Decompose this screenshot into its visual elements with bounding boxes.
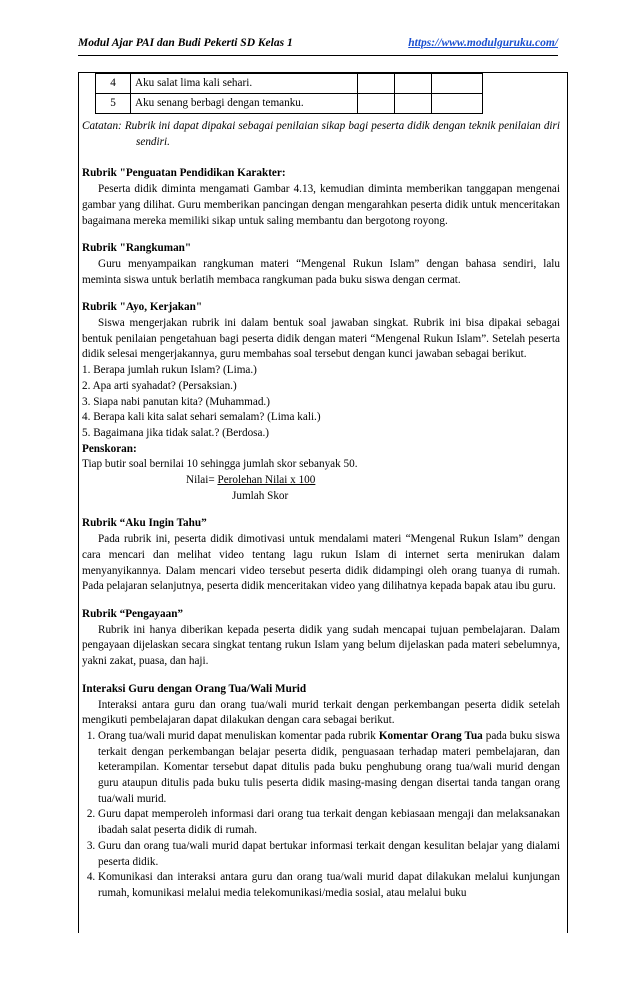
document-body xyxy=(82,73,560,902)
row-number: 4 xyxy=(96,74,131,94)
formula-numerator: Perolehan Nilai x 100 xyxy=(217,474,316,487)
formula-denominator: Jumlah Skor xyxy=(232,489,289,502)
page-header xyxy=(78,37,558,53)
row-statement: Aku salat lima kali sehari. xyxy=(131,74,358,94)
check-cell xyxy=(395,74,432,94)
question-item: 1. Berapa jumlah rukun Islam? (Lima.) xyxy=(82,364,257,377)
question-item: 5. Bagaimana jika tidak salat.? (Berdosa.) xyxy=(82,426,270,439)
list-item: 1. Orang tua/wali murid dapat menuliskan komentar pada rubrik Komentar Orang Tua pada buku siswa terkait dengan perkembangan belajar peserta didik, penguasaan terhadap materi pembelajaran, dan keterampilan. Komentar tersebut dapat ditulis pada buku penghubung orang tua/wali murid dengan guru ataupun ditulis pada buku tulis peserta didik masing-masing dengan disertai tanda tangan orang tua/wali murid. xyxy=(98,729,560,808)
check-cell xyxy=(358,94,395,114)
row-statement: Aku senang berbagi dengan temanku. xyxy=(131,94,358,114)
interaction-list xyxy=(82,729,560,902)
row-number: 5 xyxy=(96,94,131,114)
heading-interaksi: Interaksi Guru dengan Orang Tua/Wali Murid xyxy=(82,682,307,695)
heading-penguatan: Rubrik "Penguatan Pendidikan Karakter: xyxy=(82,167,286,180)
check-cell xyxy=(358,74,395,94)
list-item: 4. Komunikasi dan interaksi antara guru dan orang tua/wali murid dapat dilakukan melalui kunjungan rumah, komunikasi melalui media telekomunikasi/media sosial, atau melalui buku xyxy=(98,870,560,901)
heading-pengayaan: Rubrik “Pengayaan” xyxy=(82,607,184,620)
header-divider xyxy=(78,55,558,56)
penskoran-heading: Penskoran: xyxy=(82,442,137,455)
table-row xyxy=(96,94,483,114)
heading-rangkuman: Rubrik "Rangkuman" xyxy=(82,242,192,255)
attitude-table xyxy=(95,73,483,114)
list-item: 2. Guru dapat memperoleh informasi dari orang tua terkait dengan kebiasaan mengaji dan melaksanakan ibadah salat peserta didik di rumah. xyxy=(98,807,560,838)
header-url-link[interactable]: https://www.modulguruku.com/ xyxy=(408,37,558,49)
paragraph-interaksi: Interaksi antara guru dan orang tua/wali murid terkait dengan perkembangan peserta didik setelah mengikuti pembelajaran dapat dilakukan dengan cara sebagai berikut. xyxy=(82,698,560,727)
question-item: 3. Siapa nabi panutan kita? (Muhammad.) xyxy=(82,395,270,408)
table-row xyxy=(96,74,483,94)
score-formula xyxy=(186,473,560,489)
question-item: 4. Berapa kali kita salat sehari semalam? (Lima kali.) xyxy=(82,411,321,424)
heading-ingin-tahu: Rubrik “Aku Ingin Tahu” xyxy=(82,517,207,530)
heading-ayo-kerjakan: Rubrik "Ayo, Kerjakan" xyxy=(82,301,203,314)
paragraph-rangkuman: Guru menyampaikan rangkuman materi “Mengenal Rukun Islam” dengan bahasa sendiri, lalu meminta siswa untuk berlatih membaca rangkuman pada buku siswa dengan cermat. xyxy=(82,257,560,286)
komentar-orang-tua-label: Komentar Orang Tua xyxy=(378,729,483,742)
check-cell xyxy=(395,94,432,114)
header-title: Modul Ajar PAI dan Budi Pekerti SD Kelas 1 xyxy=(78,37,293,49)
formula-label: Nilai= xyxy=(186,474,215,487)
question-item: 2. Apa arti syahadat? (Persaksian.) xyxy=(82,379,237,392)
paragraph-ingin-tahu: Pada rubrik ini, peserta didik dimotivasi untuk mendalami materi “Mengenal Rukun Islam” dengan cara mencari dan melihat video tentang lagu rukun Islam di internet serta menirukan dalam menyanyikannya. Dalam mencari video tersebut peserta didik didampingi oleh orang tuanya di rumah. Pada pelajaran selanjutnya, peserta didik menceritakan video yang dilihatnya kepada bapak atau ibu guru. xyxy=(82,533,560,593)
paragraph-pengayaan: Rubrik ini hanya diberikan kepada peserta didik yang sudah mencapai tujuan pembelajaran. Dalam pengayaan dijelaskan secara singkat tentang rukun Islam yang belum dijelaskan pada materi sebelumnya, yakni zakat, puasa, dan haji. xyxy=(82,623,560,668)
penskoran-text: Tiap butir soal bernilai 10 sehingga jumlah skor sebanyak 50. xyxy=(82,458,358,471)
paragraph-penguatan: Peserta didik diminta mengamati Gambar 4.13, kemudian diminta memberikan tanggapan mengenai gambar yang dilihat. Guru memberikan pancingan dengan mengarahkan peserta didik untuk menceritakan bagaimana mereka memiliki sikap untuk saling membantu dan bergotong royong. xyxy=(82,183,560,227)
list-item: 3. Guru dan orang tua/wali murid dapat bertukar informasi terkait dengan kesulitan belajar yang dialami peserta didik. xyxy=(98,839,560,870)
check-cell xyxy=(432,74,483,94)
check-cell xyxy=(432,94,483,114)
paragraph-ayo-kerjakan: Siswa mengerjakan rubrik ini dalam bentuk soal jawaban singkat. Rubrik ini bisa dipakai sebagai bentuk penilaian pengetahuan bagi peserta didik dengan materi “Mengenal Rukun Islam”. Setelah peserta didik selesai mengerjakannya, guru membahas soal tersebut dengan kunci jawaban sebagai berikut. xyxy=(82,317,560,361)
table-note: Catatan: Rubrik ini dapat dipakai sebagai penilaian sikap bagi peserta didik dengan teknik penilaian diri sendiri. xyxy=(82,120,560,148)
